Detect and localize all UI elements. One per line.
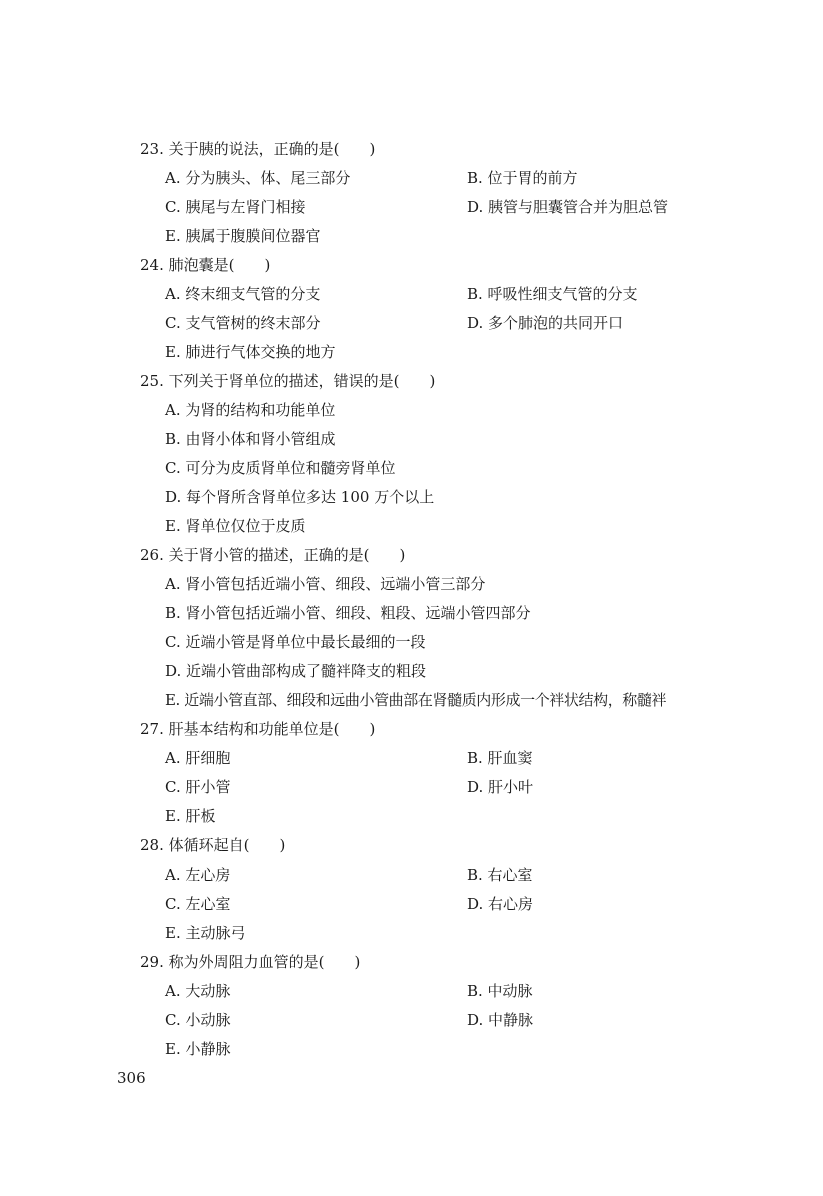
question-24-stem: 24. 肺泡囊是( ) (140, 256, 271, 274)
question-29-option-e: E. 小静脉 (165, 1040, 231, 1058)
question-28-option-e: E. 主动脉弓 (165, 924, 246, 942)
question-28-option-c: C. 左心室 (165, 895, 231, 913)
question-23-option-b: B. 位于胃的前方 (467, 169, 578, 187)
question-27-stem: 27. 肝基本结构和功能单位是( ) (140, 720, 376, 738)
question-29-stem: 29. 称为外周阻力血管的是( ) (140, 953, 361, 971)
question-26-option-e: E. 近端小管直部、细段和远曲小管曲部在肾髓质内形成一个袢状结构，称髓袢 (165, 691, 667, 709)
question-23-option-e: E. 胰属于腹膜间位器官 (165, 227, 321, 245)
question-24-option-a: A. 终末细支气管的分支 (165, 285, 321, 303)
question-29-option-d: D. 中静脉 (467, 1011, 534, 1029)
question-25-option-c: C. 可分为皮质肾单位和髓旁肾单位 (165, 459, 396, 477)
question-24-option-e: E. 肺进行气体交换的地方 (165, 343, 336, 361)
question-26-option-d: D. 近端小管曲部构成了髓袢降支的粗段 (165, 662, 427, 680)
question-25-option-a: A. 为肾的结构和功能单位 (165, 401, 336, 419)
question-27-option-d: D. 肝小叶 (467, 778, 534, 796)
question-23-stem: 23. 关于胰的说法，正确的是( ) (140, 140, 376, 158)
question-25-option-b: B. 由肾小体和肾小管组成 (165, 430, 336, 448)
question-23-option-a: A. 分为胰头、体、尾三部分 (165, 169, 351, 187)
question-26-option-c: C. 近端小管是肾单位中最长最细的一段 (165, 633, 426, 651)
question-23-option-c: C. 胰尾与左肾门相接 (165, 198, 306, 216)
question-28-option-a: A. 左心房 (165, 866, 231, 884)
question-28-option-d: D. 右心房 (467, 895, 534, 913)
question-26-stem: 26. 关于肾小管的描述，正确的是( ) (140, 546, 406, 564)
question-24-option-d: D. 多个肺泡的共同开口 (467, 314, 624, 332)
question-27-option-e: E. 肝板 (165, 807, 216, 825)
question-27-option-c: C. 肝小管 (165, 778, 231, 796)
page-number: 306 (117, 1069, 146, 1087)
question-25-option-e: E. 肾单位仅位于皮质 (165, 517, 306, 535)
question-24-option-c: C. 支气管树的终末部分 (165, 314, 321, 332)
question-26-option-a: A. 肾小管包括近端小管、细段、远端小管三部分 (165, 575, 486, 593)
question-29-option-c: C. 小动脉 (165, 1011, 231, 1029)
question-28-stem: 28. 体循环起自( ) (140, 836, 286, 854)
question-23-option-d: D. 胰管与胆囊管合并为胆总管 (467, 198, 669, 216)
question-29-option-a: A. 大动脉 (165, 982, 231, 1000)
question-27-option-a: A. 肝细胞 (165, 749, 231, 767)
question-28-option-b: B. 右心室 (467, 866, 533, 884)
question-25-stem: 25. 下列关于肾单位的描述，错误的是( ) (140, 372, 436, 390)
question-24-option-b: B. 呼吸性细支气管的分支 (467, 285, 638, 303)
question-29-option-b: B. 中动脉 (467, 982, 533, 1000)
question-25-option-d: D. 每个肾所含肾单位多达 100 万个以上 (165, 488, 435, 506)
question-27-option-b: B. 肝血窦 (467, 749, 533, 767)
question-26-option-b: B. 肾小管包括近端小管、细段、粗段、远端小管四部分 (165, 604, 531, 622)
